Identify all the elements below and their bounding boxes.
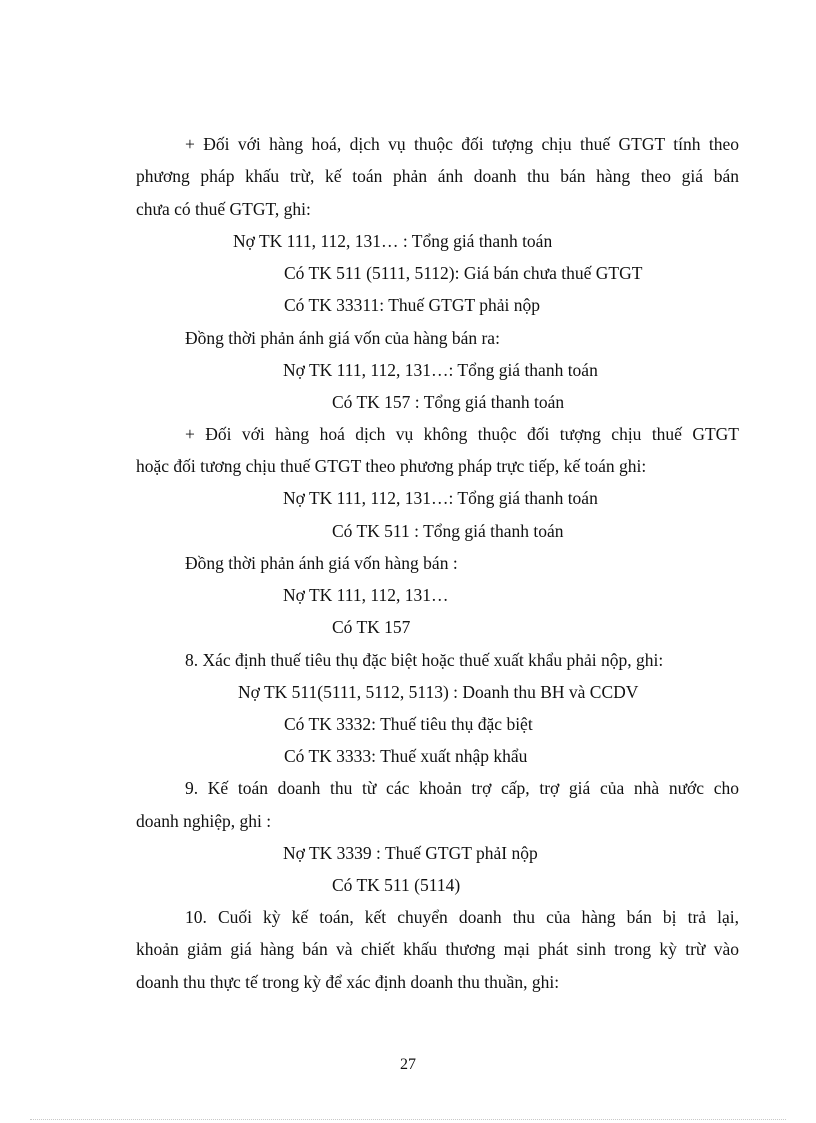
section-heading: 8. Xác định thuế tiêu thụ đặc biệt hoặc thuế xuất khẩu phải nộp, ghi: (185, 650, 664, 670)
paragraph-line: Đồng thời phản ánh giá vốn của hàng bán ra: (185, 328, 500, 348)
entry-line: Nợ TK 3339 : Thuế GTGT phảI nộp (283, 843, 538, 863)
bottom-divider (30, 1119, 786, 1120)
paragraph-line: chưa có thuế GTGT, ghi: (136, 199, 311, 219)
entry-line: Nợ TK 111, 112, 131… (283, 585, 449, 605)
section-heading: 9. Kế toán doanh thu từ các khoản trợ cấp, trợ giá của nhà nước cho (185, 778, 739, 798)
entry-line: Nợ TK 111, 112, 131…: Tổng giá thanh toán (283, 360, 598, 380)
paragraph-line: Đồng thời phản ánh giá vốn hàng bán : (185, 553, 458, 573)
entry-line: Nợ TK 111, 112, 131… : Tổng giá thanh toán (233, 231, 553, 251)
page-number: 27 (400, 1056, 416, 1073)
entry-line: Có TK 157 (332, 617, 411, 637)
entry-line: Có TK 3333: Thuế xuất nhập khẩu (284, 746, 528, 766)
entry-line: Có TK 3332: Thuế tiêu thụ đặc biệt (284, 714, 533, 734)
paragraph-line: doanh thu thực tế trong kỳ để xác định doanh thu thuần, ghi: (136, 972, 560, 992)
paragraph-line: + Đối với hàng hoá dịch vụ không thuộc đối tượng chịu thuế GTGT (185, 424, 739, 444)
paragraph-line: khoản giảm giá hàng bán và chiết khấu thương mại phát sinh trong kỳ trừ vào (136, 939, 739, 959)
entry-line: Có TK 511 (5114) (332, 875, 461, 895)
paragraph-line: phương pháp khấu trừ, kế toán phản ánh doanh thu bán hàng theo giá bán (136, 166, 739, 186)
entry-line: Nợ TK 111, 112, 131…: Tổng giá thanh toán (283, 488, 598, 508)
entry-line: Có TK 157 : Tổng giá thanh toán (332, 392, 565, 412)
paragraph-line: doanh nghiệp, ghi : (136, 811, 272, 831)
entry-line: Có TK 511 (5111, 5112): Giá bán chưa thuế GTGT (284, 263, 643, 283)
section-heading: 10. Cuối kỳ kế toán, kết chuyển doanh thu của hàng bán bị trả lại, (185, 907, 739, 927)
entry-line: Có TK 33311: Thuế GTGT phải nộp (284, 295, 541, 315)
entry-line: Có TK 511 : Tổng giá thanh toán (332, 521, 564, 541)
paragraph-line: + Đối với hàng hoá, dịch vụ thuộc đối tượng chịu thuế GTGT tính theo (185, 134, 739, 154)
entry-line: Nợ TK 511(5111, 5112, 5113) : Doanh thu BH và CCDV (238, 682, 639, 702)
paragraph-line: hoặc đối tương chịu thuế GTGT theo phương pháp trực tiếp, kế toán ghi: (136, 456, 647, 476)
